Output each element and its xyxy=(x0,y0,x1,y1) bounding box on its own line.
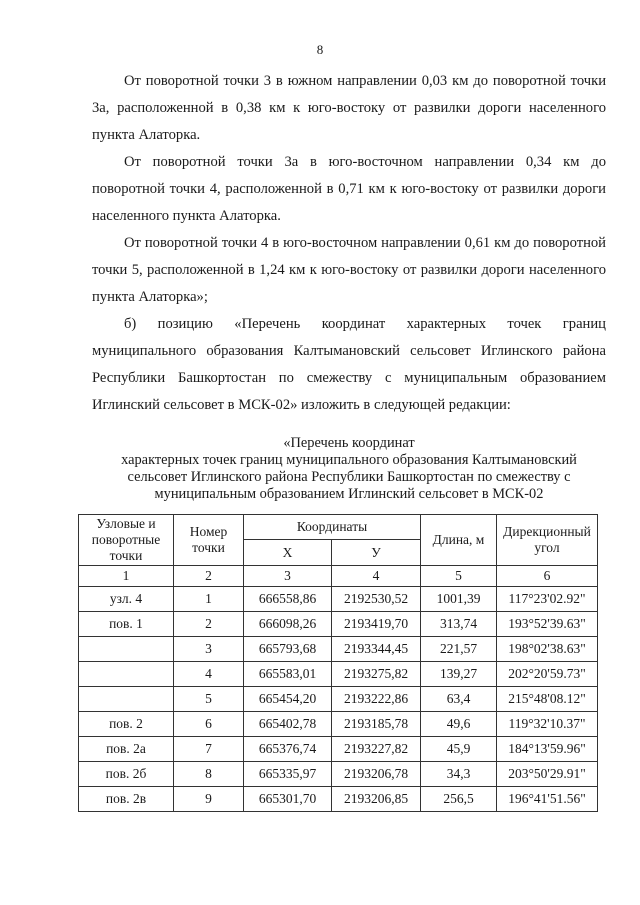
table-row xyxy=(79,737,598,762)
header-length: Длина, м xyxy=(421,515,497,566)
cell-angle: 198°02'38.63" xyxy=(497,637,598,662)
header-nodes: Узловые и поворотные точки xyxy=(79,515,174,566)
paragraph-point-3a: От поворотной точки 3а в юго-восточном направлении 0,34 км до поворотной точки 4, расположенной в 0,71 км к юго-востоку от развилки дороги населенного пункта Алаторка. xyxy=(92,154,606,224)
cell-angle: 117°23'02.92" xyxy=(497,587,598,612)
cell-y: 2193275,82 xyxy=(332,662,421,687)
cell-angle: 184°13'59.96" xyxy=(497,737,598,762)
cell-node: пов. 2а xyxy=(79,737,174,762)
cell-point-number: 1 xyxy=(174,587,244,612)
cell-point-number: 7 xyxy=(174,737,244,762)
cell-y: 2193206,78 xyxy=(332,762,421,787)
table-title-line: муниципальным образованием Иглинский сельсовет в МСК-02 xyxy=(154,486,544,502)
cell-length: 49,6 xyxy=(421,712,497,737)
column-number: 2 xyxy=(174,566,244,587)
cell-node: пов. 1 xyxy=(79,612,174,637)
cell-y: 2193222,86 xyxy=(332,687,421,712)
cell-angle: 203°50'29.91" xyxy=(497,762,598,787)
cell-y: 2193206,85 xyxy=(332,787,421,812)
header-y: У xyxy=(332,540,421,566)
cell-length: 313,74 xyxy=(421,612,497,637)
cell-length: 139,27 xyxy=(421,662,497,687)
cell-x: 665402,78 xyxy=(244,712,332,737)
cell-node xyxy=(79,662,174,687)
cell-point-number: 9 xyxy=(174,787,244,812)
cell-x: 665376,74 xyxy=(244,737,332,762)
cell-node: пов. 2в xyxy=(79,787,174,812)
table-row xyxy=(79,612,598,637)
cell-length: 221,57 xyxy=(421,637,497,662)
cell-node xyxy=(79,637,174,662)
table-row xyxy=(79,662,598,687)
table-row xyxy=(79,637,598,662)
header-x: Х xyxy=(244,540,332,566)
cell-angle: 119°32'10.37" xyxy=(497,712,598,737)
paragraph-point-3: От поворотной точки 3 в южном направлении 0,03 км до поворотной точки 3а, расположенной в 0,38 км к юго-востоку от развилки дороги населенного пункта Алаторка. xyxy=(92,73,606,143)
cell-y: 2193227,82 xyxy=(332,737,421,762)
header-direction-angle: Дирекционный угол xyxy=(497,515,598,566)
cell-point-number: 6 xyxy=(174,712,244,737)
cell-x: 665454,20 xyxy=(244,687,332,712)
paragraph-point-4: От поворотной точки 4 в юго-восточном направлении 0,61 км до поворотной точки 5, расположенной в 1,24 км к юго-востоку от развилки дороги населенного пункта Алаторка»; xyxy=(92,235,606,305)
cell-y: 2193419,70 xyxy=(332,612,421,637)
cell-y: 2193185,78 xyxy=(332,712,421,737)
cell-length: 1001,39 xyxy=(421,587,497,612)
cell-y: 2193344,45 xyxy=(332,637,421,662)
column-number: 4 xyxy=(332,566,421,587)
column-number: 6 xyxy=(497,566,598,587)
cell-y: 2192530,52 xyxy=(332,587,421,612)
cell-x: 665793,68 xyxy=(244,637,332,662)
cell-length: 45,9 xyxy=(421,737,497,762)
cell-x: 665583,01 xyxy=(244,662,332,687)
cell-point-number: 4 xyxy=(174,662,244,687)
cell-angle: 202°20'59.73" xyxy=(497,662,598,687)
header-point-number: Номер точки xyxy=(174,515,244,566)
cell-length: 63,4 xyxy=(421,687,497,712)
header-coordinates: Координаты xyxy=(244,515,421,540)
cell-point-number: 8 xyxy=(174,762,244,787)
table-row xyxy=(79,687,598,712)
cell-x: 665301,70 xyxy=(244,787,332,812)
cell-angle: 193°52'39.63" xyxy=(497,612,598,637)
table-title-line: «Перечень координат xyxy=(283,435,415,451)
table-row xyxy=(79,587,598,612)
paragraph-position-b: б) позицию «Перечень координат характерных точек границ муниципального образования Калтымановский сельсовет Иглинского района Республики Башкортостан по смежеству с муниципальным образованием Иглинский сельсовет в МСК-02» изложить в следующей редакции: xyxy=(92,316,606,413)
cell-node: пов. 2 xyxy=(79,712,174,737)
cell-x: 666558,86 xyxy=(244,587,332,612)
column-number: 5 xyxy=(421,566,497,587)
column-number: 3 xyxy=(244,566,332,587)
cell-node: узл. 4 xyxy=(79,587,174,612)
table-row xyxy=(79,712,598,737)
page-number: 8 xyxy=(316,42,324,57)
cell-node xyxy=(79,687,174,712)
table-title-line: характерных точек границ муниципального образования Калтымановский xyxy=(121,452,577,468)
cell-angle: 196°41'51.56" xyxy=(497,787,598,812)
coordinates-table xyxy=(78,514,598,812)
cell-length: 256,5 xyxy=(421,787,497,812)
cell-point-number: 5 xyxy=(174,687,244,712)
cell-x: 666098,26 xyxy=(244,612,332,637)
table-row xyxy=(79,787,598,812)
cell-x: 665335,97 xyxy=(244,762,332,787)
cell-point-number: 3 xyxy=(174,637,244,662)
table-title-line: сельсовет Иглинского района Республики Башкортостан по смежеству с xyxy=(127,469,571,485)
cell-angle: 215°48'08.12" xyxy=(497,687,598,712)
column-number: 1 xyxy=(79,566,174,587)
table-row xyxy=(79,762,598,787)
cell-point-number: 2 xyxy=(174,612,244,637)
table-title xyxy=(92,435,606,503)
cell-length: 34,3 xyxy=(421,762,497,787)
cell-node: пов. 2б xyxy=(79,762,174,787)
